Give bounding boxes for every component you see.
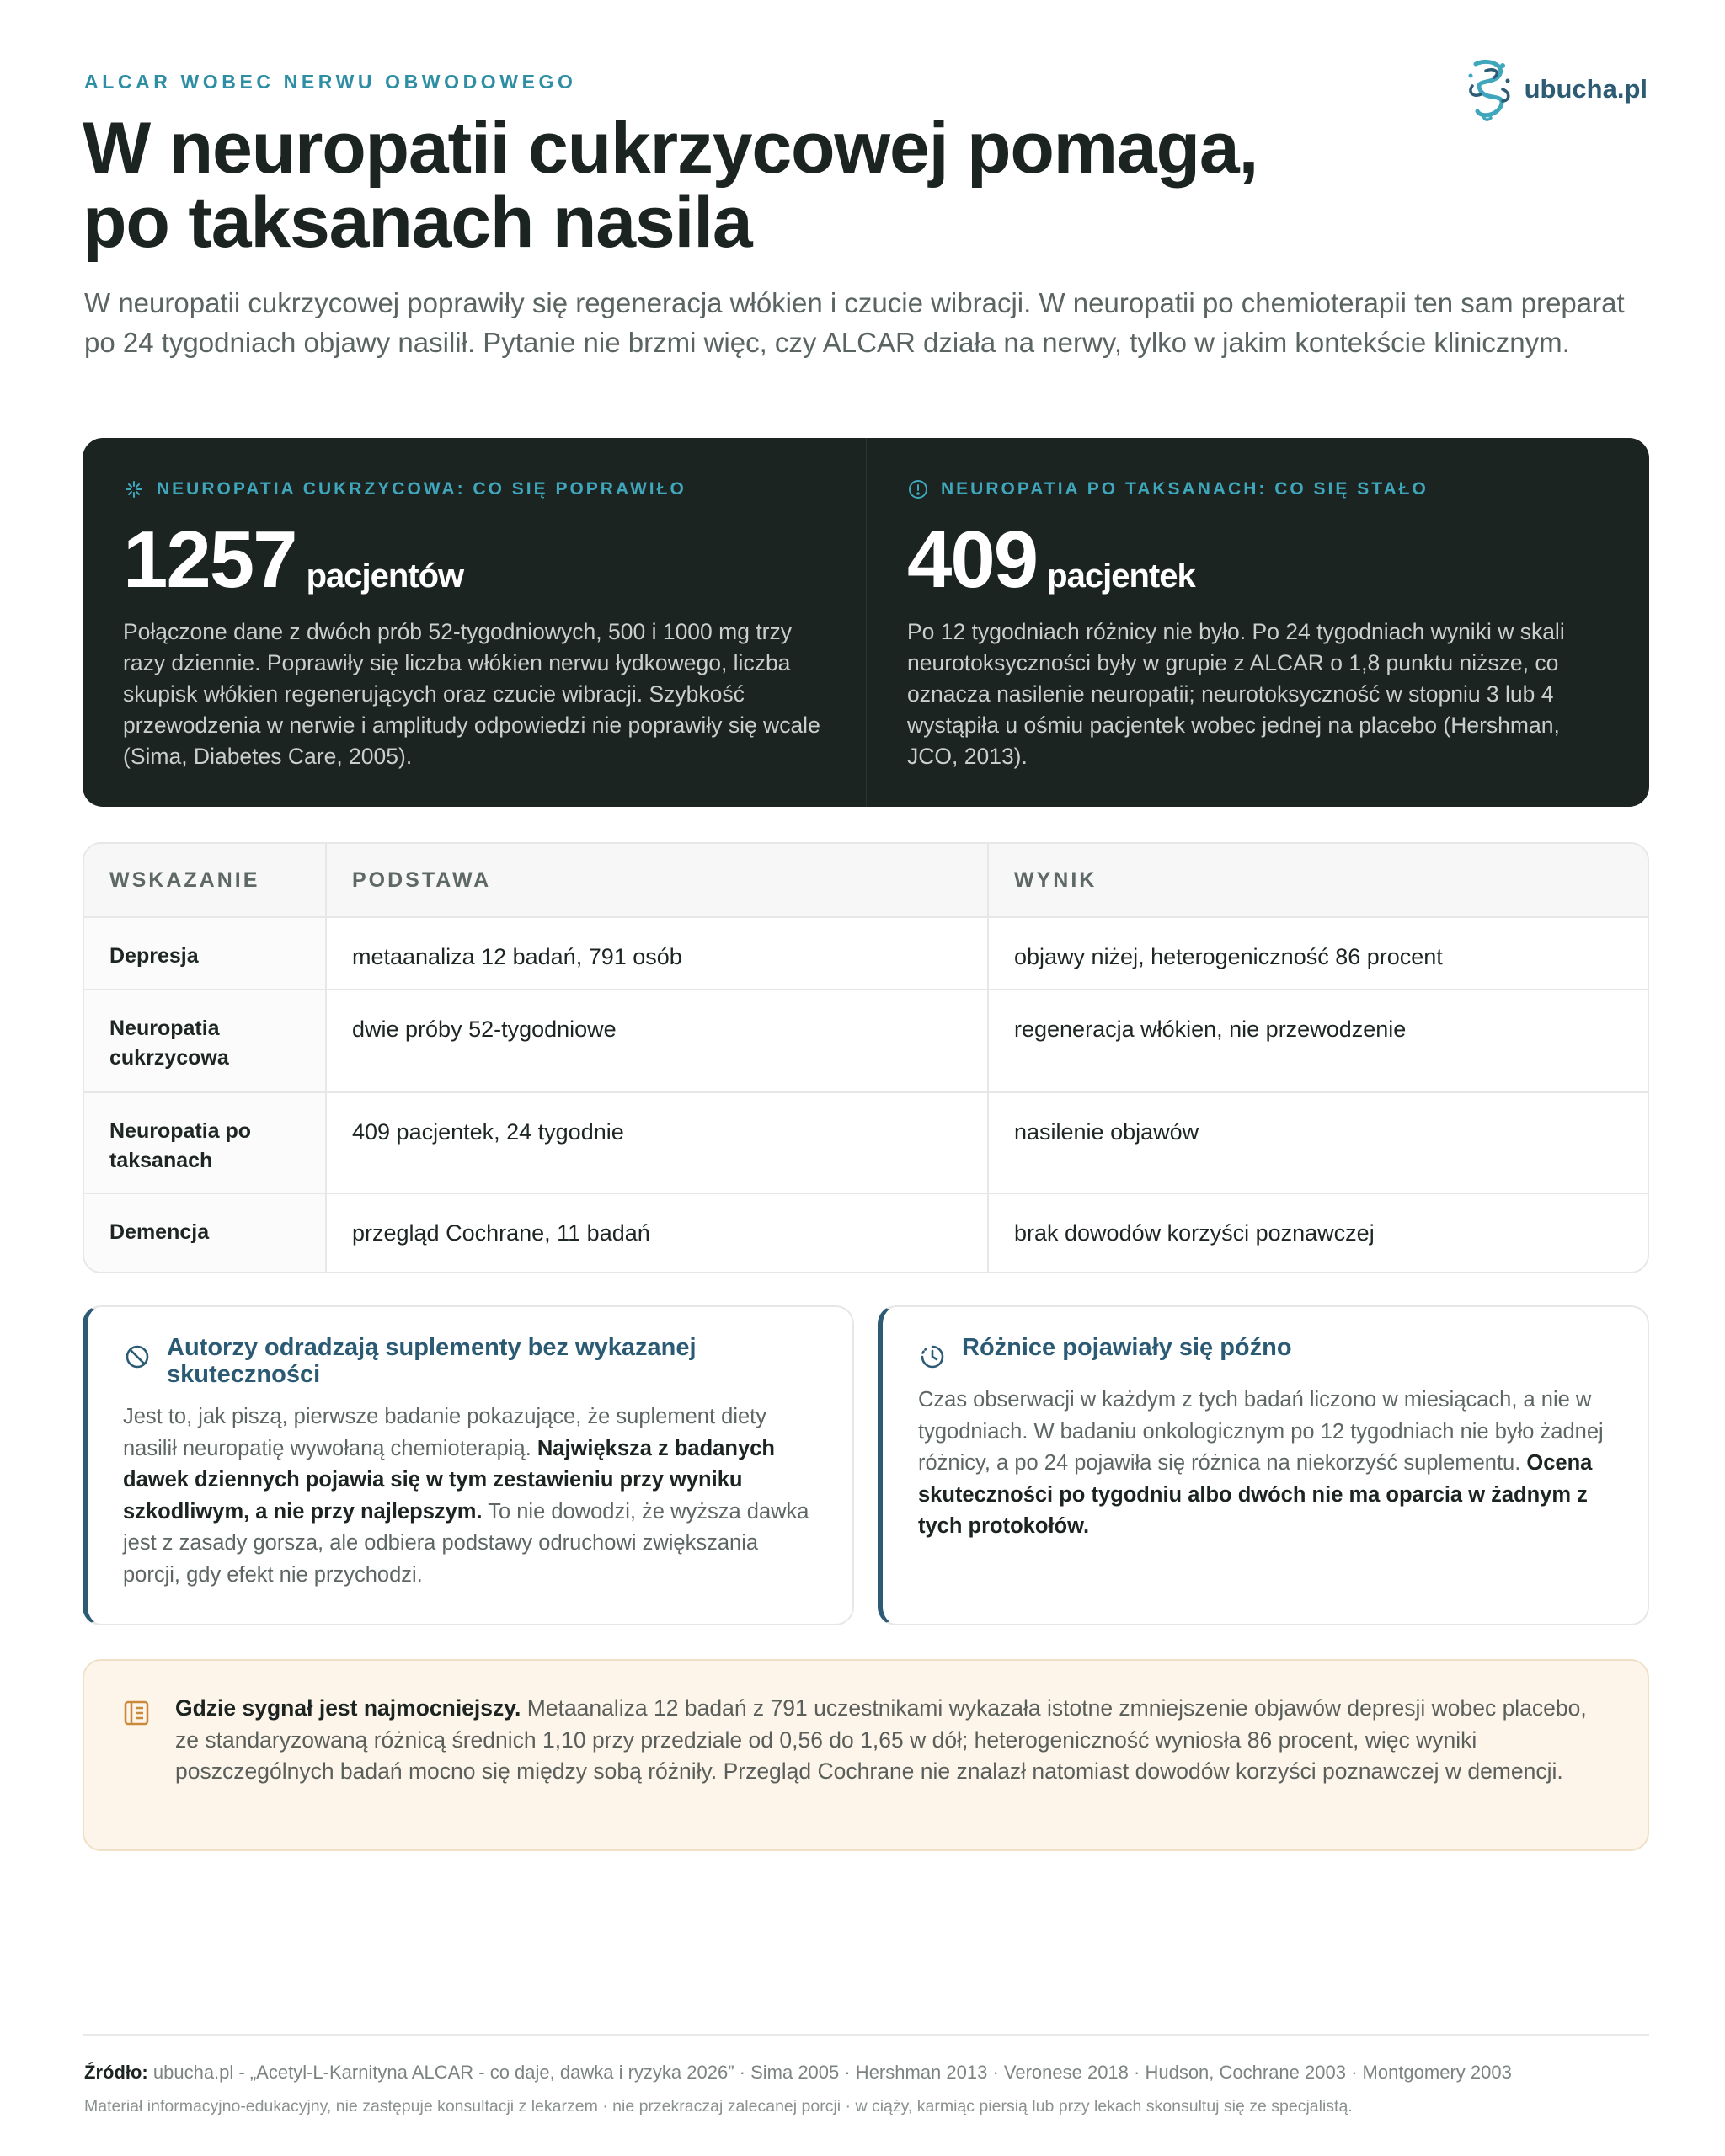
table-row-taxane-basis: 409 pacjentek, 24 tygodnie [327,1093,989,1194]
table-header-basis: PODSTAWA [327,844,989,918]
callout-authors-text-b: To nie dowodzi, że wyższa dawka jest z zasady gorsza, ale odbiera podstawy odruchowi zwiększania porcji, gdy efekt nie przychodzi. [123,1499,809,1587]
stat-taxane-figure [907,515,1607,605]
logo-text: ubucha.pl [1524,74,1648,104]
alert-circle-icon [907,478,929,500]
callout-late-title: Różnice pojawiały się późno [962,1334,1292,1361]
callout-authors-text-bold: Największa z badanych dawek dziennych pojawia się w tym zestawieniu przy wyniku szkodliwym, a nie przy najlepszym. [123,1436,775,1524]
clock-icon [918,1342,947,1371]
table-row-dementia-indication: Demencja [84,1194,327,1272]
signal-note-text [175,1693,1597,1788]
table-row-taxane-result: nasilenie objawów [989,1093,1648,1194]
callout-late-text-a: Czas obserwacji w każdym z tych badań liczono w miesiącach, a nie w tygodniach. W badaniu onkologicznym po 12 tygodniach nie było żadnej różnicy, a po 24 pojawiła się różnica na niekorzyść suplementu. [918,1388,1604,1475]
callout-authors-header [123,1334,819,1388]
document-icon [121,1698,152,1728]
table-row-depression-indication: Depresja [84,918,327,990]
stat-taxane-number: 409 [907,515,1038,605]
signal-note [83,1659,1649,1851]
stat-taxane-unit: pacjentek [1047,558,1195,595]
footer-source [84,2062,1512,2084]
callout-authors-body [123,1401,819,1591]
evidence-table-grid [84,844,1648,1272]
callout-authors-text-a: Jest to, jak piszą, pierwsze badanie pokazujące, że suplement diety nasilił neuropatię wywołaną chemioterapią. [123,1405,767,1460]
eyebrow: ALCAR WOBEC NERWU OBWODOWEGO [84,71,577,93]
stat-diabetic-label-row [123,478,824,500]
lede-paragraph: W neuropatii cukrzycowej poprawiły się regeneracja włókien i czucie wibracji. W neuropatii po chemioterapii ten sam preparat po 24 tygodniach objawy nasilił. Pytanie nie brzmi więc, czy ALCAR działa na nerwy, tylko w jakim kontekście klinicznym. [84,287,1625,358]
callout-late-header [918,1334,1614,1371]
callout-late-text-bold: Ocena skuteczności po tygodniu albo dwóch nie ma oparcia w żadnym z tych protokołów. [918,1451,1593,1538]
table-row-diabetic-basis: dwie próby 52-tygodniowe [327,990,989,1093]
table-row-diabetic-indication: Neuropatia cukrzycowa [84,990,327,1093]
callout-authors [83,1305,854,1625]
stat-diabetic-number: 1257 [123,515,296,605]
title-line-2: po taksanach nasila [83,182,752,263]
signal-note-body: Metaanaliza 12 badań z 791 uczestnikami wykazała istotne zmniejszenie objawów depresji wobec placebo, ze standaryzowaną różnicą średnich 1,10 przy przedziale od 0,56 do 1,65 w dół; heterogeniczność wyniosła 86 procent, więc wyniki poszczególnych badań mocno się między sobą różniły. Przegląd Cochrane nie znalazł natomiast dowodów korzyści poznawczej w demencji. [175,1695,1587,1784]
table-row-depression-basis: metaanaliza 12 badań, 791 osób [327,918,989,990]
table-row-dementia-result: brak dowodów korzyści poznawczej [1014,1220,1375,1246]
table-row-taxane-indication: Neuropatia po taksanach [84,1093,327,1194]
table-header-indication: WSKAZANIE [84,844,327,918]
logo-mark-icon [1464,56,1514,123]
footer-divider [83,2034,1649,2036]
footer-source-label: Źródło: [84,2062,148,2083]
footer-source-text: ubucha.pl - „Acetyl-L-Karnityna ALCAR - co daje, dawka i ryzyka 2026” · Sima 2005 · Hershman 2013 · Veronese 2018 · Hudson, Cochrane 2003 · Montgomery 2003 [147,2062,1512,2083]
ban-icon [123,1342,152,1371]
stat-diabetic-figure [123,515,824,605]
table-row-diabetic-result: regeneracja włókien, nie przewodzenie [989,990,1648,1093]
signal-note-lead: Gdzie sygnał jest najmocniejszy. [175,1695,521,1721]
stat-diabetic [83,438,866,807]
evidence-table [83,842,1649,1273]
callout-authors-title: Autorzy odradzają suplementy bez wykazanej skuteczności [167,1334,697,1388]
stat-diabetic-unit: pacjentów [306,558,464,595]
table-header-result: WYNIK [989,844,1648,918]
stat-taxane-label-row [907,478,1607,500]
table-row-dementia-basis: przegląd Cochrane, 11 badań [327,1194,989,1272]
callout-late-body [918,1385,1614,1543]
page-title [83,108,1430,263]
stats-panel [83,438,1649,807]
stat-taxane-label: NEUROPATIA PO TAKSANACH: CO SIĘ STAŁO [941,479,1429,499]
title-line-1: W neuropatii cukrzycowej pomaga, [83,108,1258,189]
stat-taxane-description: Po 12 tygodniach różnicy nie było. Po 24 tygodniach wyniki w skali neurotoksyczności były w grupie z ALCAR o 1,8 punktu niższe, co oznacza nasilenie neuropatii; neurotoksyczność w stopniu 3 lub 4 wystąpiła u ośmiu pacjentek wobec jednej na placebo (Hershman, JCO, 2013). [907,619,1565,769]
stat-diabetic-description: Połączone dane z dwóch prób 52-tygodniowych, 500 i 1000 mg trzy razy dziennie. Poprawiły się liczba włókien nerwu łydkowego, liczba skupisk włókien regenerujących oraz czucie wibracji. Szybkość przewodzenia w nerwie i amplitudy odpowiedzi nie poprawiły się wcale (Sima, Diabetes Care, 2005). [123,619,820,769]
callout-late-differences [878,1305,1649,1625]
sparkle-icon [123,478,145,500]
stat-taxane [866,438,1649,807]
site-logo[interactable] [1464,56,1648,123]
footer-disclaimer: Materiał informacyjno-edukacyjny, nie zastępuje konsultacji z lekarzem · nie przekraczaj zalecanej porcji · w ciąży, karmiąc piersią lub przy lekach skonsultuj się ze specjalistą. [84,2097,1353,2116]
table-row-depression-result: objawy niżej, heterogeniczność 86 procent [989,918,1648,990]
stat-diabetic-label: NEUROPATIA CUKRZYCOWA: CO SIĘ POPRAWIŁO [157,479,686,499]
